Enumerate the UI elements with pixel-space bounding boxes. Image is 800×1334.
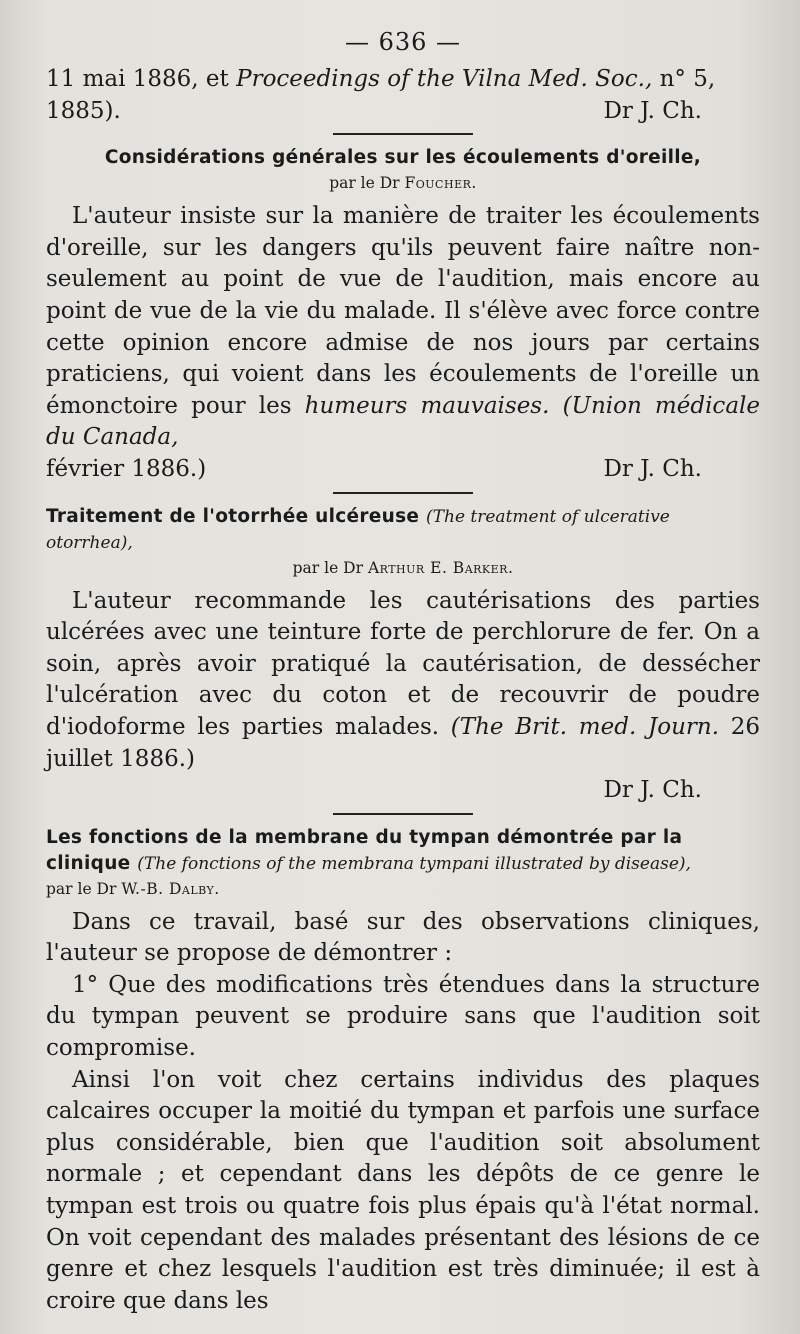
article2-signature: Dr J. Ch.	[603, 777, 702, 804]
article2-author: Arthur E. Barker.	[367, 558, 514, 577]
article3-title-text: Les fonctions de la membrane du tympan démontrée par la clinique	[46, 826, 683, 874]
article2-body-source: (The Brit. med. Journ.	[450, 713, 719, 740]
top-citation-journal: Proceedings of the Vilna Med. Soc.,	[236, 66, 653, 92]
article1-body	[46, 201, 760, 454]
article1-byline-prefix: par le Dr	[329, 174, 405, 193]
article1-author: Foucher.	[404, 174, 477, 193]
top-signature: Dr J. Ch.	[603, 97, 702, 124]
separator-rule	[333, 813, 473, 815]
article3-paragraph-1: Dans ce travail, basé sur des observations cliniques, l'auteur se propose de démontrer :	[46, 908, 760, 967]
article2-byline	[46, 556, 760, 580]
article2-byline-prefix: par le Dr	[292, 558, 368, 577]
article3-byline-prefix: par le Dr	[46, 879, 122, 898]
article2-body	[46, 586, 760, 776]
article3-paragraph-3: Ainsi l'on voit chez certains individus des plaques calcaires occuper la moitié du tympan et parfois une surface plus considérable, bien que l'audition soit absolument normale ; et cependant dans les dépôts de ce genre le tympan est trois ou quatre fois plus épais qu'à l'état normal. On voit cependant des malades présentant des lésions de ce genre et chez lesquels l'audition est très diminuée; il est à croire que dans les	[46, 1066, 760, 1314]
top-citation-number: n° 5,	[652, 66, 716, 92]
top-citation-text: 11 mai 1886, et	[46, 66, 237, 92]
separator-rule	[333, 492, 473, 494]
page-number: — 636 —	[344, 28, 462, 56]
article1-end-line	[46, 454, 760, 486]
article3-title	[46, 825, 760, 877]
article1-signature: Dr J. Ch.	[603, 455, 702, 482]
separator-rule	[333, 133, 473, 135]
article3-byline	[46, 877, 760, 901]
article2-title-text: Traitement de l'otorrhée ulcéreuse	[46, 505, 420, 527]
article2-body-date: 26 juillet 1886.)	[46, 713, 761, 772]
article2-title-english: (The treatment of ulcerative otorrhea),	[46, 506, 670, 553]
article1-date: février 1886.)	[46, 455, 207, 482]
article1-title: Considérations générales sur les écoulements d'oreille,	[104, 147, 702, 169]
article1-body-source: humeurs mauvaises. (Union médicale du Canada,	[46, 392, 760, 451]
article3-paragraph-2: 1° Que des modifications très étendues dans la structure du tympan peuvent se produire sans que l'audition soit compromise.	[46, 971, 760, 1062]
top-citation-year: 1885).	[46, 97, 121, 124]
article1-body-text: L'auteur insiste sur la manière de traiter les écoulements d'oreille, sur les dangers qu'ils peuvent faire naître non-seulement au point de vue de l'audition, mais encore au point de vue de la vie du malade. Il s'élève avec force contre cette opinion encore admise de nos jours par certains praticiens, qui voient dans les écoulements de l'oreille un émonctoire pour les	[46, 203, 760, 419]
article3-author: W.-B. Dalby.	[121, 879, 220, 898]
article1-byline	[46, 171, 760, 195]
top-citation-end-line	[46, 96, 760, 128]
top-citation	[46, 64, 760, 96]
article3-title-english: (The fonctions of the membrana tympani illustrated by disease),	[137, 853, 691, 874]
article2-body-text: L'auteur recommande les cautérisations des parties ulcérées avec une teinture forte de perchlorure de fer. On a soin, après avoir pratiqué la cautérisation, de dessécher l'ulcération avec du coton et de recouvrir de poudre d'iodoforme les parties malades.	[46, 587, 760, 740]
article2-title	[46, 504, 760, 556]
